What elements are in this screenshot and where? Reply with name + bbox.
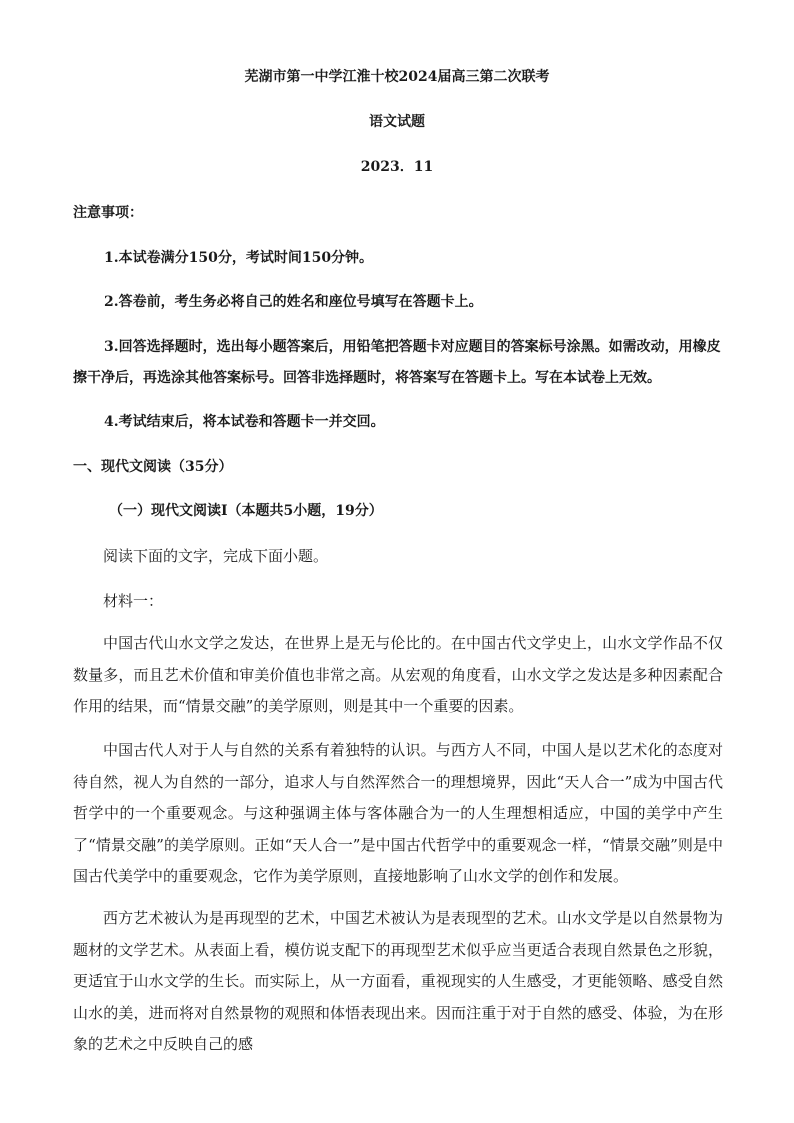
notice-heading: 注意事项： (73, 205, 143, 221)
subject-title: 语文试题 (369, 114, 425, 130)
reading-instruction: 阅读下面的文字，完成下面小题。 (103, 547, 329, 565)
paragraph-2: 中国古代人对于人与自然的关系有着独特的认识。与西方人不同，中国人是以艺术化的态度对待自然，视人为自然的一部分，追求人与自然浑然合一的理想境界，因此“天人合一”成为中国古代哲学中的一个重要观念。与这种强调主体与客体融合为一的人生理想相适应，中国的美学中产生了“情景交融”的美学原则。正如“天人合一”是中国古代哲学中的重要观念一样，“情景交融”则是中国古代美学中的重要观念，它作为美学原则，直接地影响了山水文学的创作和发展。 (73, 741, 723, 885)
section-heading: 一、现代文阅读（35分） (73, 459, 233, 475)
notice-item-1: 1.本试卷满分150分，考试时间150分钟。 (104, 250, 374, 266)
notice-item-3-cont: 擦干净后，再选涂其他答案标号。回答非选择题时，将答案写在答题卡上。写在本试卷上无效。 (73, 370, 661, 386)
paragraph-3: 西方艺术被认为是再现型的艺术，中国艺术被认为是表现型的艺术。山水文学是以自然景物为题材的文学艺术。从表面上看，模仿说支配下的再现型艺术似乎应当更适合表现自然景色之形貌，更适宜于山水文学的生长。而实际上，从一方面看，重视现实的人生感受，才更能领略、感受自然山水的美，进而将对自然景物的观照和体悟表现出来。因而注重于对于自然的感受、体验，为在形象的艺术之中反映自己的感 (73, 909, 723, 1053)
notice-item-4: 4.考试结束后，将本试卷和答题卡一并交回。 (104, 414, 385, 430)
sub-section-heading: （一）现代文阅读Ⅰ（本题共5小题，19分） (109, 503, 383, 519)
material-label: 材料一： (103, 592, 164, 610)
notice-item-2: 2.答卷前，考生务必将自己的姓名和座位号填写在答题卡上。 (104, 294, 483, 310)
notice-item-3: 3.回答选择题时，选出每小题答案后，用铅笔把答题卡对应题目的答案标号涂黑。如需改动，用橡皮 (104, 339, 721, 355)
exam-title: 芜湖市第一中学江淮十校2024届高三第二次联考 (244, 69, 550, 85)
exam-date: 2023．11 (360, 159, 434, 175)
paragraph-1: 中国古代山水文学之发达，在世界上是无与伦比的。在中国古代文学史上，山水文学作品不仅数量多，而且艺术价值和审美价值也非常之高。从宏观的角度看，山水文学之发达是多种因素配合作用的结果，而“情景交融”的美学原则，则是其中一个重要的因素。 (73, 634, 723, 715)
